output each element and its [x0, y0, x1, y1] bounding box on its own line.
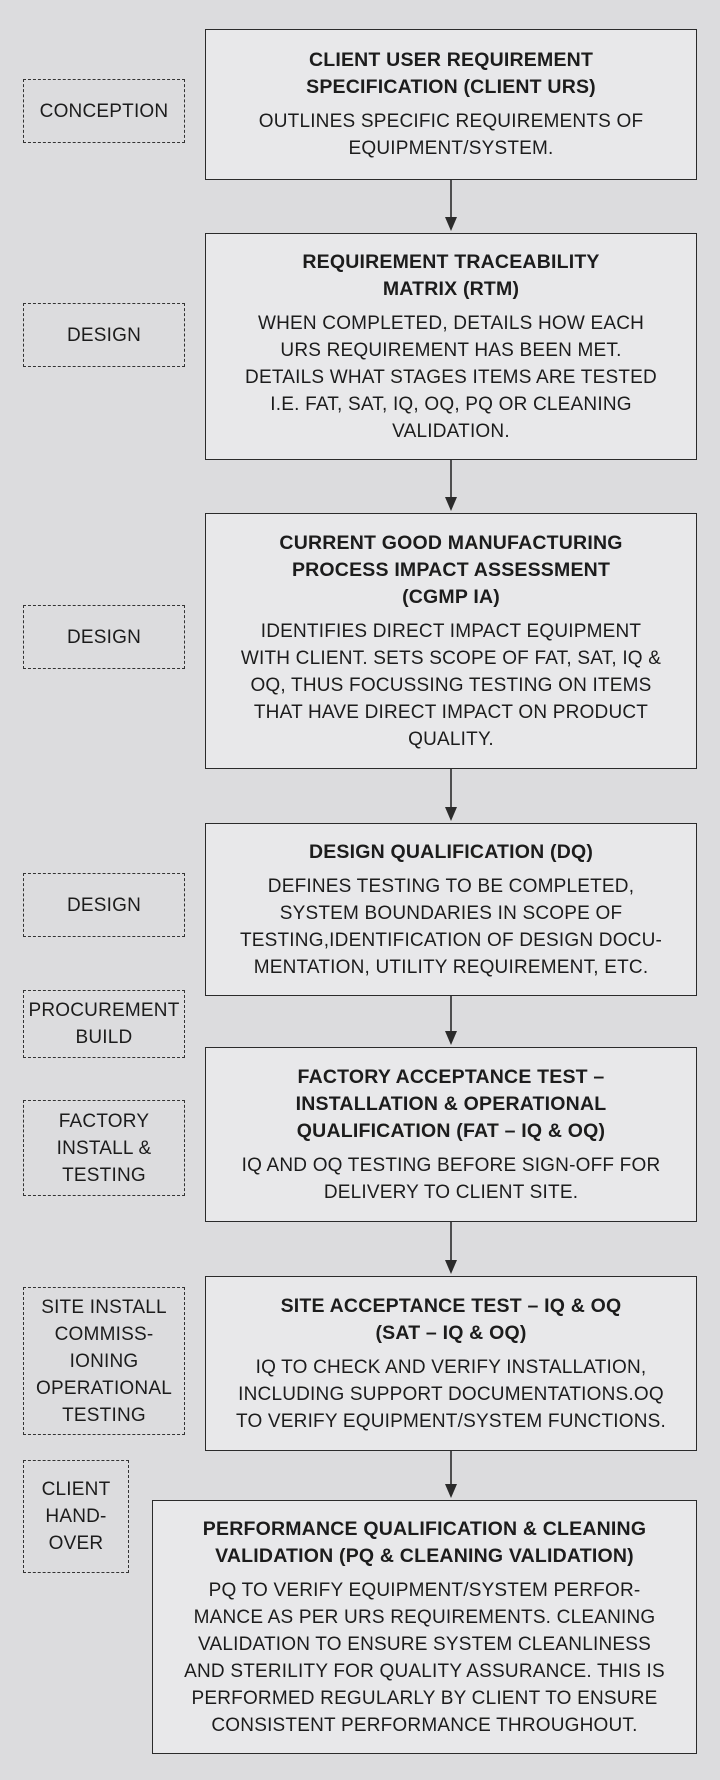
step-title: CLIENT USER REQUIREMENT SPECIFICATION (CLIENT URS)	[306, 49, 596, 98]
arrowhead	[445, 217, 457, 231]
step-description: OUTLINES SPECIFIC REQUIREMENTS OF EQUIPMENT/SYSTEM.	[258, 111, 644, 159]
arrowhead	[445, 1031, 457, 1045]
step-title: DESIGN QUALIFICATION (DQ)	[308, 840, 594, 863]
stage-label-procurement-build: PROCUREMENT BUILD	[23, 990, 185, 1058]
step-description: IQ TO CHECK AND VERIFY INSTALLATION, INCLUDING SUPPORT DOCUMENTATIONS.OQ TO VERIFY EQUIPMENT/SYSTEM FUNCTIONS.	[235, 1356, 667, 1432]
stage-label-design: DESIGN	[23, 605, 185, 669]
arrowhead	[445, 1260, 457, 1274]
step-title: REQUIREMENT TRACEABILITY MATRIX (RTM)	[302, 250, 600, 300]
step-box-client-urs	[205, 29, 697, 180]
stage-label-conception: CONCEPTION	[23, 79, 185, 143]
step-box-dq	[205, 823, 697, 996]
step-box-cgmp-ia	[205, 513, 697, 769]
step-title: FACTORY ACCEPTANCE TEST – INSTALLATION & OPERATIONAL QUALIFICATION (FAT – IQ & OQ)	[295, 1065, 607, 1142]
step-title: SITE ACCEPTANCE TEST – IQ & OQ (SAT – IQ & OQ)	[280, 1294, 622, 1344]
step-title: PERFORMANCE QUALIFICATION & CLEANING VALIDATION (PQ & CLEANING VALIDATION)	[202, 1517, 647, 1567]
stage-label-site-install: SITE INSTALL COMMISS- IONING OPERATIONAL TESTING	[23, 1287, 185, 1435]
step-box-rtm	[205, 233, 697, 460]
step-description: IDENTIFIES DIRECT IMPACT EQUIPMENT WITH CLIENT. SETS SCOPE OF FAT, SAT, IQ & OQ, THUS FOCUSSING TESTING ON ITEMS THAT HAVE DIRECT IMPACT ON PRODUCT QUALITY.	[240, 620, 662, 750]
step-description: PQ TO VERIFY EQUIPMENT/SYSTEM PERFOR- MANCE AS PER URS REQUIREMENTS. CLEANING VALIDATION TO ENSURE SYSTEM CLEANLINESS AND STERILITY FOR QUALITY ASSURANCE. THIS IS PERFORMED REGULARLY BY CLIENT TO ENSURE CONSISTENT PERFORMANCE THROUGHOUT.	[184, 1579, 665, 1736]
step-description: WHEN COMPLETED, DETAILS HOW EACH URS REQUIREMENT HAS BEEN MET. DETAILS WHAT STAGES ITEMS ARE TESTED I.E. FAT, SAT, IQ, OQ, PQ OR CLEANING VALIDATION.	[245, 312, 657, 442]
arrowhead	[445, 807, 457, 821]
step-box-sat	[205, 1276, 697, 1451]
step-description: DEFINES TESTING TO BE COMPLETED, SYSTEM BOUNDARIES IN SCOPE OF TESTING,IDENTIFICATION OF DESIGN DOCU- MENTATION, UTILITY REQUIREMENT, ETC.	[239, 875, 663, 978]
step-box-pq-cleaning	[152, 1500, 697, 1754]
step-box-fat	[205, 1047, 697, 1222]
stage-label-client-handover: CLIENT HAND- OVER	[23, 1460, 129, 1573]
arrowhead	[445, 497, 457, 511]
arrowhead	[445, 1484, 457, 1498]
step-description: IQ AND OQ TESTING BEFORE SIGN-OFF FOR DELIVERY TO CLIENT SITE.	[241, 1154, 661, 1203]
step-title: CURRENT GOOD MANUFACTURING PROCESS IMPACT ASSESSMENT (CGMP IA)	[279, 531, 623, 608]
stage-label-design: DESIGN	[23, 873, 185, 937]
stage-label-design: DESIGN	[23, 303, 185, 367]
stage-label-factory-install-testing: FACTORY INSTALL & TESTING	[23, 1100, 185, 1196]
